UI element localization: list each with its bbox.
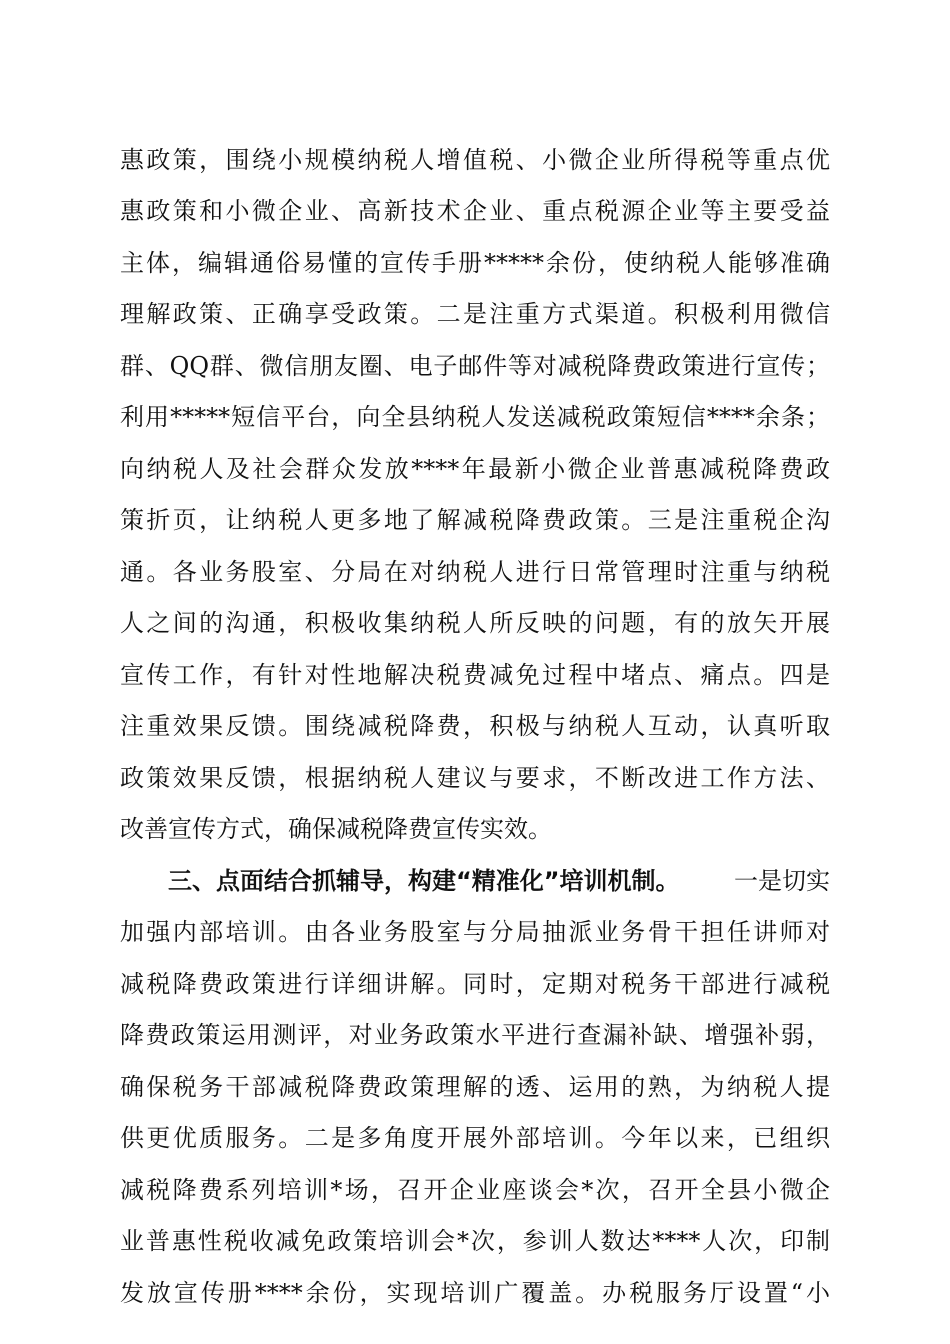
- text-line: 理解政策、正确享受政策。二是注重方式渠道。积极利用微信: [120, 300, 830, 328]
- text-line: 减税降费系列培训*场，召开企业座谈会*次，召开全县小微企: [120, 1176, 830, 1204]
- text-line: 利用*****短信平台，向全县纳税人发送减税政策短信****余条；: [120, 403, 830, 431]
- section-3-heading: 三、点面结合抓辅导，构建“精准化”培训机制。: [168, 867, 680, 895]
- text-line: 惠政策和小微企业、高新技术企业、重点税源企业等主要受益: [120, 197, 830, 225]
- text-line: 群、QQ群、微信朋友圈、电子邮件等对减税降费政策进行宣传；: [120, 352, 830, 380]
- text-line: 宣传工作，有针对性地解决税费减免过程中堵点、痛点。四是: [120, 661, 830, 689]
- text-line: 策折页，让纳税人更多地了解减税降费政策。三是注重税企沟: [120, 506, 830, 534]
- text-line: 减税降费政策进行详细讲解。同时，定期对税务干部进行减税: [120, 970, 830, 998]
- section-3-first-line-rest: 一是切实: [734, 867, 830, 895]
- text-line: 加强内部培训。由各业务股室与分局抽派业务骨干担任讲师对: [120, 918, 830, 946]
- text-line: 注重效果反馈。围绕减税降费，积极与纳税人互动，认真听取: [120, 712, 830, 740]
- text-line: 人之间的沟通，积极收集纳税人所反映的问题，有的放矢开展: [120, 609, 830, 637]
- text-line: 改善宣传方式，确保减税降费宣传实效。: [120, 815, 552, 843]
- text-line: 向纳税人及社会群众发放****年最新小微企业普惠减税降费政: [120, 455, 830, 483]
- text-line: 主体，编辑通俗易懂的宣传手册*****余份，使纳税人能够准确: [120, 249, 830, 277]
- text-line: 政策效果反馈，根据纳税人建议与要求，不断改进工作方法、: [120, 764, 830, 792]
- text-line: 降费政策运用测评，对业务政策水平进行查漏补缺、增强补弱，: [120, 1021, 830, 1049]
- text-line: 惠政策，围绕小规模纳税人增值税、小微企业所得税等重点优: [120, 146, 830, 174]
- section-heading-line: [168, 861, 830, 901]
- text-line: 业普惠性税收减免政策培训会*次，参训人数达****人次，印制: [120, 1227, 830, 1255]
- text-line: 通。各业务股室、分局在对纳税人进行日常管理时注重与纳税: [120, 558, 830, 586]
- text-line: 供更优质服务。二是多角度开展外部培训。今年以来，已组织: [120, 1124, 830, 1152]
- text-line: 发放宣传册****余份，实现培训广覆盖。办税服务厅设置“小: [120, 1279, 830, 1307]
- text-line: 确保税务干部减税降费政策理解的透、运用的熟，为纳税人提: [120, 1073, 830, 1101]
